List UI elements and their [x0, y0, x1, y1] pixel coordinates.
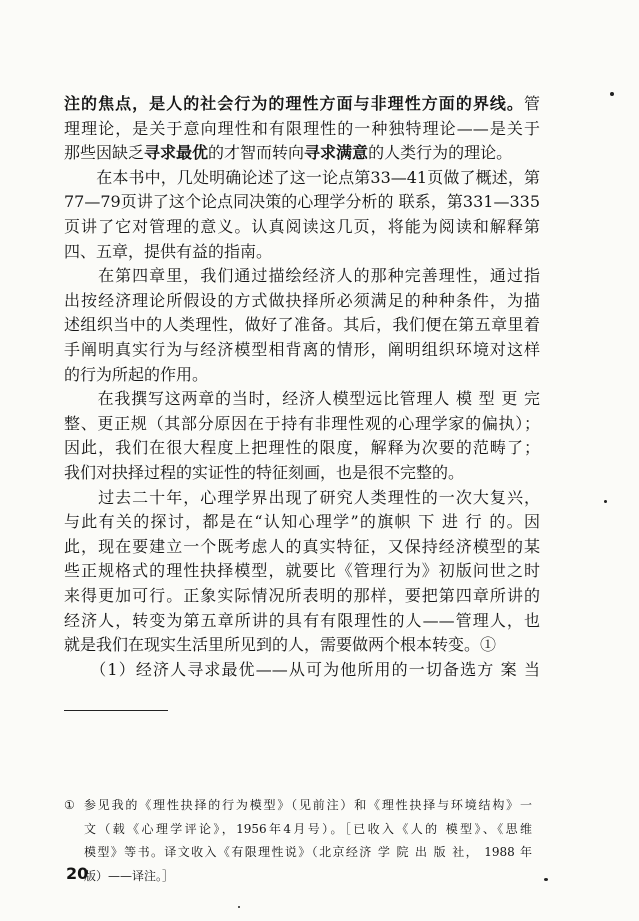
text-run: 在我撰写这两章的当时，经济人模型远比管理人 模 型 更 完 — [64, 389, 540, 409]
text-run: 页讲了它对管理的意义。认真阅读这几页，将能为阅读和解释第 — [64, 217, 540, 236]
footnote-line: 参见我的《理性抉择的行为模型》（见前注）和《理性抉择与环境结构》一 — [84, 798, 532, 812]
body-line — [64, 634, 540, 656]
body-line — [64, 610, 540, 632]
body-line — [64, 142, 540, 164]
text-run: 77—79页讲了这个论点同决策的心理学分析的 联系，第331—335 — [64, 192, 540, 212]
text-run: 因此，我们在很大程度上把理性的限度，解释为次要的范畴了； — [64, 438, 540, 458]
text-run: 经济人，转变为第五章所讲的具有有限理性的人——管理人，也 — [64, 610, 540, 630]
body-line — [64, 241, 540, 263]
text-run: 过去二十年，心理学界出现了研究人类理性的一次大复兴， — [64, 487, 540, 507]
body-line — [64, 339, 540, 361]
text-run: 整、更正规（其部分原因在于持有非理性观的心理学家的偏执）； — [64, 413, 540, 433]
body-line — [64, 511, 540, 533]
bold-run: 注的焦点，是人的社会行为的理性方面与非理性方面的界线。 — [64, 94, 524, 113]
text-run: 的人类行为的理论。 — [368, 143, 513, 163]
bold-run: 寻求最优 — [144, 143, 209, 163]
body-line — [64, 290, 540, 312]
body-line — [64, 536, 540, 558]
body-line — [64, 364, 540, 386]
body-line — [64, 167, 540, 189]
text-run: 四、五章，提供有益的指南。 — [64, 241, 273, 261]
text-run: 理理论，是关于意向理性和有限理性的一种独特理论——是关于 — [64, 118, 540, 138]
text-run: 手阐明真实行为与经济模型相背离的情形，阐明组织环境对这样 — [64, 340, 540, 359]
text-run: 些正规格式的理性抉择模型，就要比《管理行为》初版问世之时 — [64, 561, 540, 581]
body-line — [64, 118, 540, 140]
text-run: 述组织当中的人类理性，做好了准备。其后，我们便在第五章里着 — [64, 315, 540, 335]
scan-speck — [238, 906, 240, 908]
body-line — [64, 93, 540, 115]
body-line — [64, 216, 540, 238]
body-line — [64, 388, 540, 410]
body-line — [64, 585, 540, 607]
text-run: 就是我们在现实生活里所见到的人，需要做两个根本转变。① — [64, 635, 497, 655]
text-run: 来得更加可行。正象实际情况所表明的那样，要把第四章所讲的 — [64, 586, 540, 605]
text-run: 与此有关的探讨，都是在“认知心理学”的旗帜 下 进 行 的。因 — [64, 512, 540, 532]
body-line — [64, 191, 540, 213]
body-line — [64, 560, 540, 582]
bold-run: 寻求满意 — [304, 143, 369, 163]
footnote-line: 版）——译注。］ — [84, 868, 175, 883]
body-line — [64, 462, 540, 484]
text-run: 那些因缺乏 — [64, 143, 145, 163]
text-run: 我们对抉择过程的实证性的特征刻画，也是很不完整的。 — [64, 463, 465, 482]
text-run: 的才智而转向 — [208, 143, 305, 163]
text-run: 在第四章里，我们通过描绘经济人的那种完善理性，通过指 — [64, 266, 540, 286]
footnote-line: 模型》等书。译文收入《有限理性说》（北京经济 学 院 出 版 社， 1988 年 — [84, 845, 532, 859]
text-run: 此，现在要建立一个既考虑人的真实特征，又保持经济模型的某 — [64, 536, 540, 556]
footnote-marker: ① — [64, 798, 75, 812]
body-line — [64, 659, 540, 681]
footnote-rule — [64, 710, 168, 711]
body-line — [64, 265, 540, 287]
body-line — [64, 314, 540, 336]
scan-speck — [604, 500, 607, 503]
body-line — [64, 437, 540, 459]
page-number: 20 — [66, 864, 89, 883]
body-line — [64, 487, 540, 509]
footnote-line: 文（载《心理学评论》，1956年4月号）。［已收入《人的 模型》、《思维 — [84, 821, 532, 836]
text-run: 的行为所起的作用。 — [64, 364, 209, 384]
text-run: 管 — [523, 94, 540, 113]
text-run: （1）经济人寻求最优——从可为他所用的一切备选方 案 当 — [64, 659, 540, 679]
scan-speck — [610, 92, 614, 96]
text-run: 在本书中，几处明确论述了这一论点第33—41页做了概述，第 — [64, 167, 540, 187]
body-line — [64, 413, 540, 435]
scan-speck — [544, 878, 548, 881]
text-run: 出按经济理论所假设的方式做抉择所必须满足的种种条件，为描 — [64, 290, 540, 310]
